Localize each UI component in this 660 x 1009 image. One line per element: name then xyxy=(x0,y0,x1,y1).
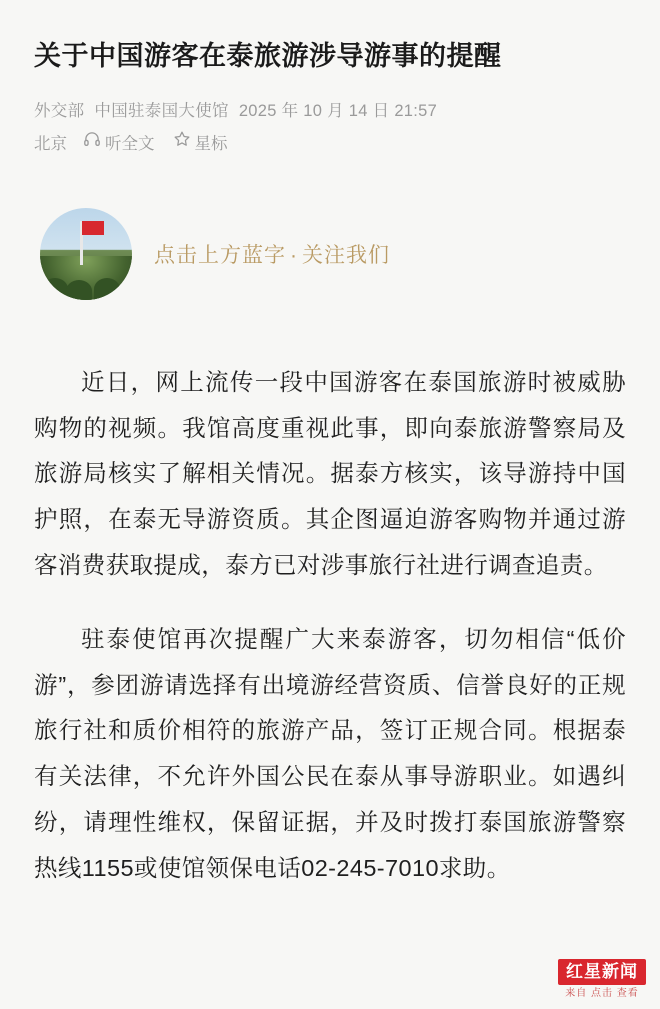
meta-account[interactable]: 中国驻泰国大使馆 xyxy=(94,102,229,121)
follow-dot: · xyxy=(290,243,298,267)
star-icon xyxy=(173,130,191,153)
star-label: 星标 xyxy=(194,134,228,153)
follow-prompt[interactable] xyxy=(154,239,390,269)
avatar-bush xyxy=(42,278,68,300)
article-paragraph: 驻泰使馆再次提醒广大来泰游客，切勿相信“低价游”，参团游请选择有出境游经营资质、信誉良好的正规旅行社和质价相符的旅游产品，签订正规合同。根据泰有关法律，不允许外国公民在泰从事导游职业。如遇纠纷，请理性维权，保留证据，并及时拨打泰国旅游警察热线1155或使馆领保电话02-245-7010求助。 xyxy=(34,625,626,881)
avatar-flag xyxy=(82,221,104,235)
watermark-subtext: 来自 点击 查看 xyxy=(565,988,639,999)
article-meta xyxy=(34,96,626,127)
article-meta-secondary xyxy=(34,130,626,154)
page-title: 关于中国游客在泰旅游涉导游事的提醒 xyxy=(34,41,502,71)
follow-prefix: 点击上方蓝字 xyxy=(154,243,286,267)
avatar[interactable] xyxy=(40,208,132,300)
meta-location: 北京 xyxy=(34,134,67,153)
avatar-bush xyxy=(94,278,120,300)
listen-label: 听全文 xyxy=(105,134,155,153)
watermark xyxy=(558,959,646,999)
avatar-bush xyxy=(66,280,92,300)
listen-full-text-button[interactable] xyxy=(83,130,155,154)
account-card[interactable] xyxy=(34,208,626,300)
meta-datetime: 2025 年 10 月 14 日 21:57 xyxy=(238,102,438,121)
headphones-icon xyxy=(83,130,101,153)
meta-source: 外交部 xyxy=(34,102,85,121)
article-body xyxy=(34,360,626,892)
follow-suffix: 关注我们 xyxy=(302,243,390,267)
watermark-brand: 红星新闻 xyxy=(558,959,646,985)
article-paragraph: 近日，网上流传一段中国游客在泰国旅游时被威胁购物的视频。我馆高度重视此事，即向泰旅游警察局及旅游局核实了解相关情况。据泰方核实，该导游持中国护照，在泰无导游资质。其企图逼迫游客购物并通过游客消费获取提成，泰方已对涉事旅行社进行调查追责。 xyxy=(34,368,626,579)
star-button[interactable] xyxy=(173,130,228,154)
